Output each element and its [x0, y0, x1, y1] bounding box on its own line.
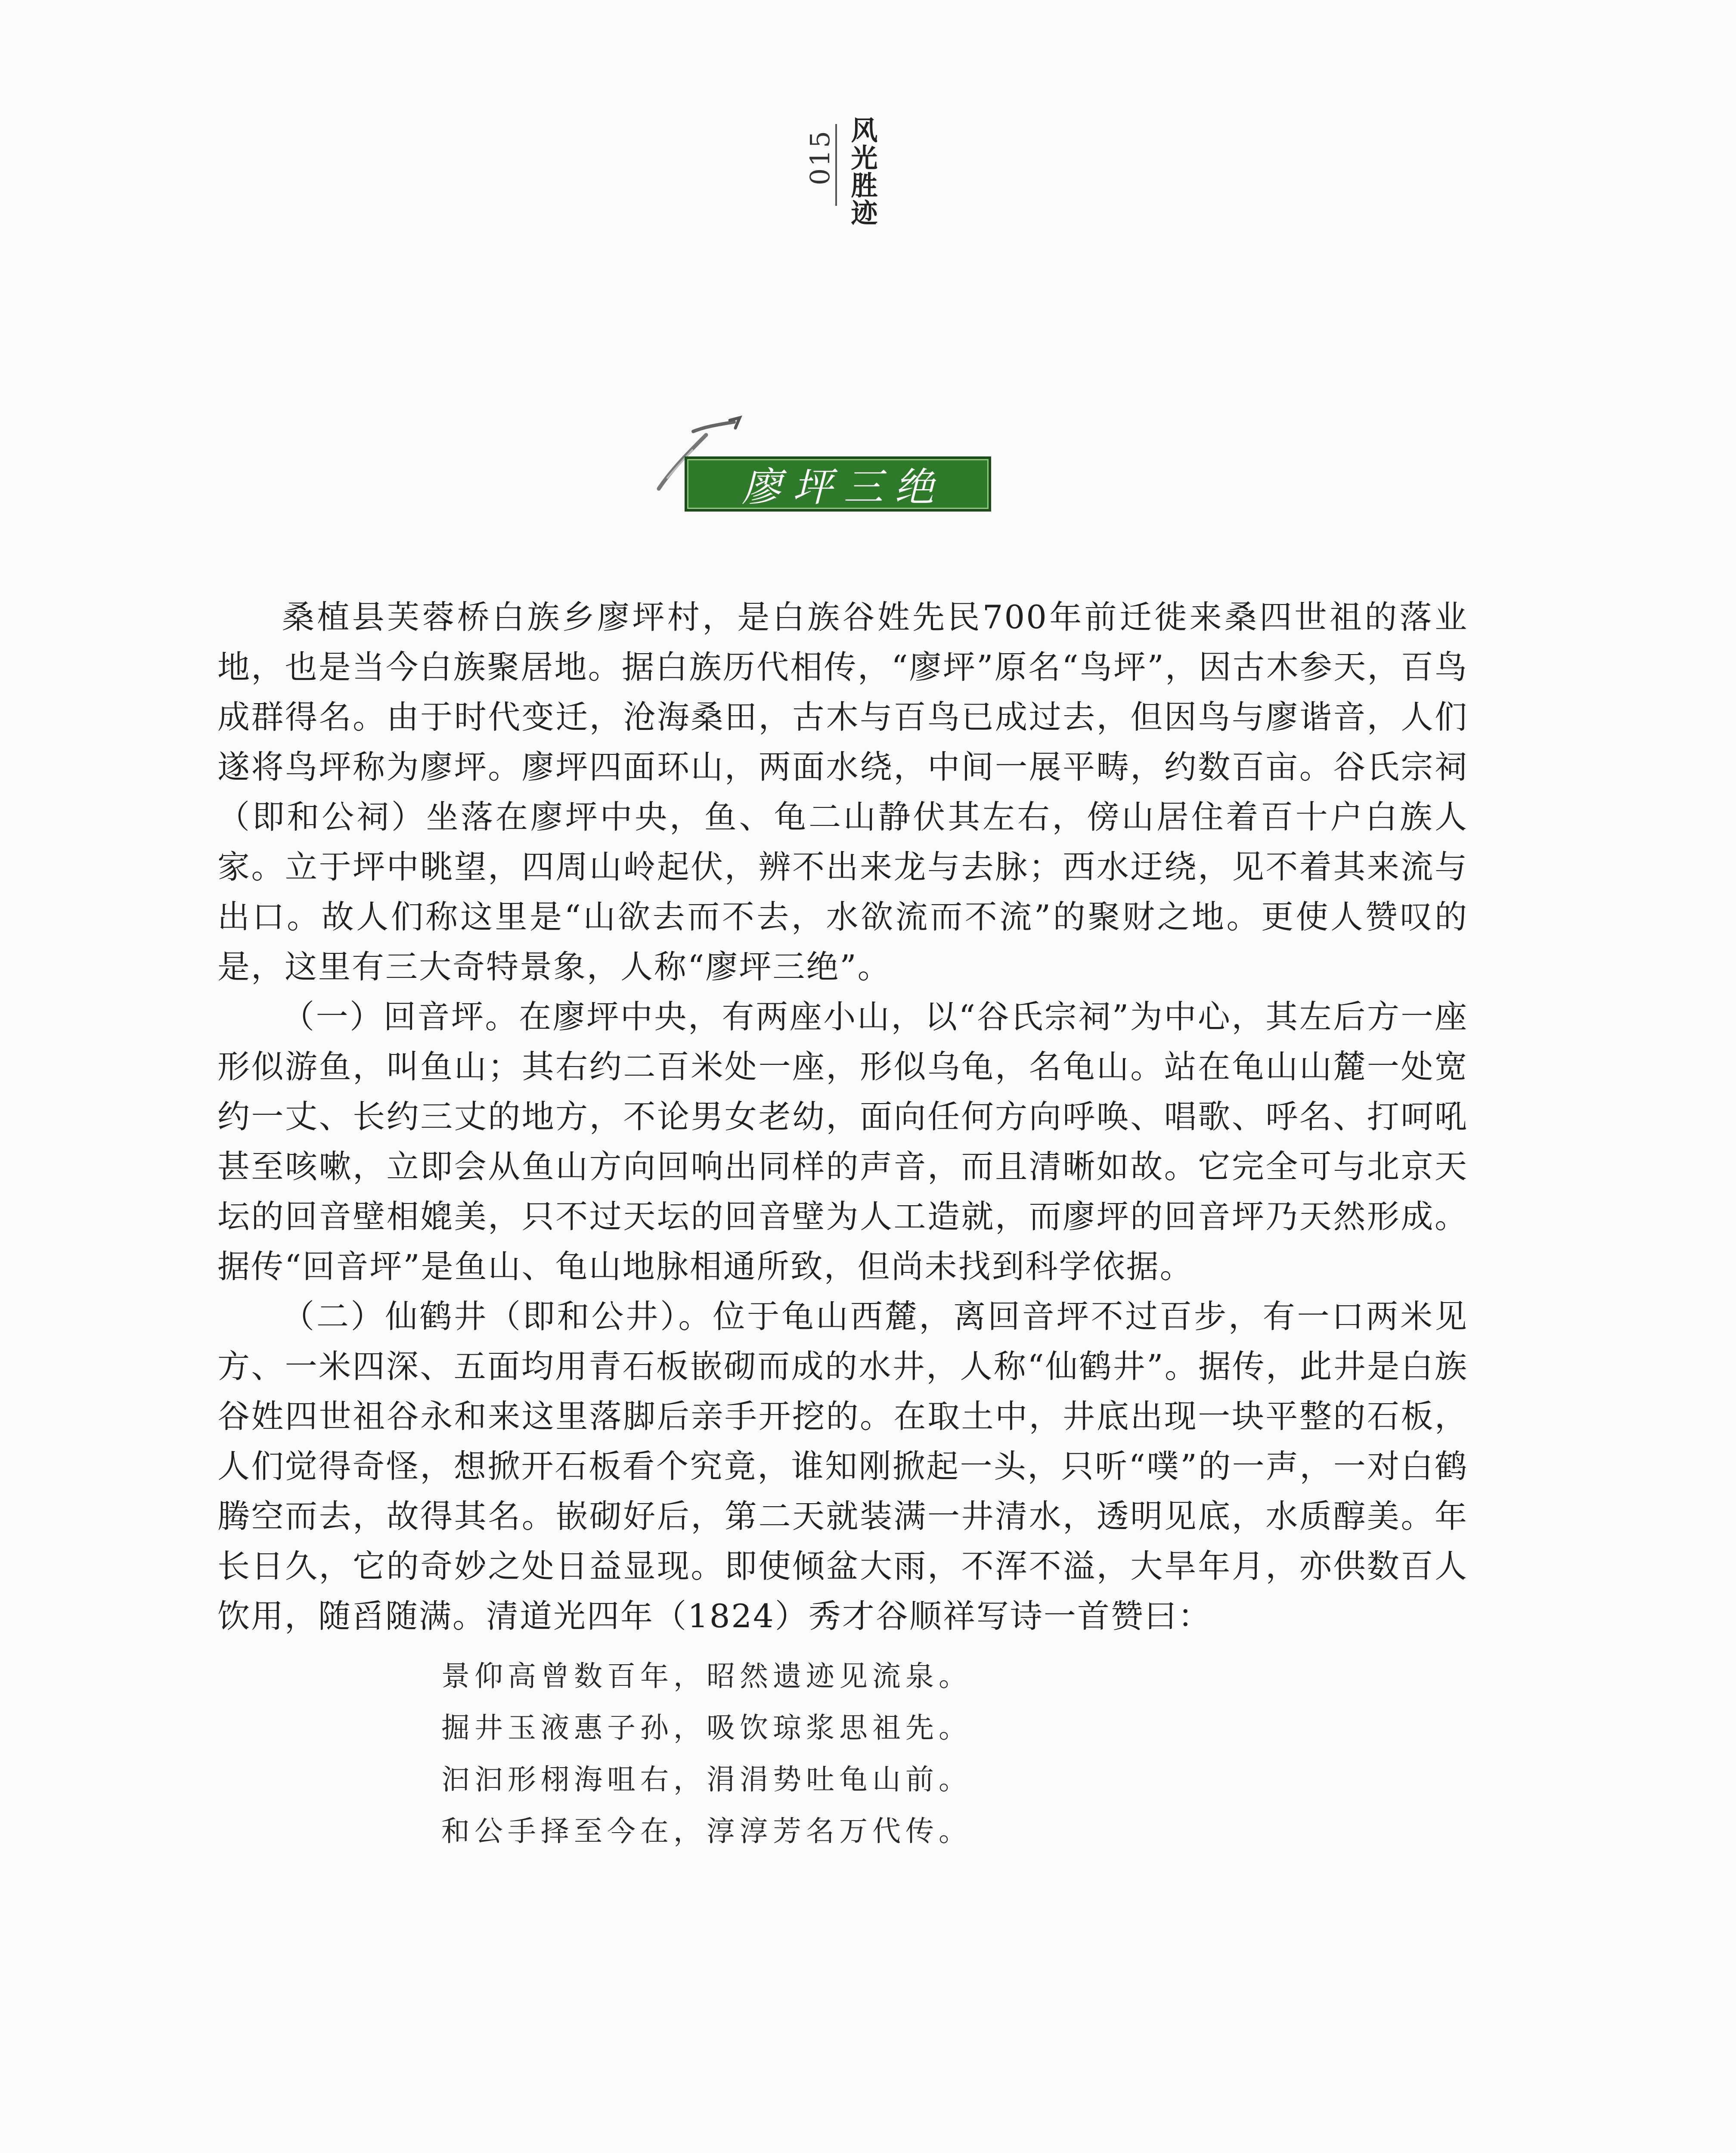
- chapter-title-block: [642, 409, 1012, 521]
- poem: [441, 1650, 1468, 1857]
- running-header: [800, 116, 882, 271]
- poem-line: 景仰高曾数百年，昭然遗迹见流泉。: [441, 1660, 972, 1693]
- article-body: [217, 592, 1468, 1857]
- poem-line: 和公手择至今在，淳淳芳名万代传。: [441, 1815, 972, 1848]
- poem-line: 掘井玉液惠子孙，吸饮琼浆思祖先。: [441, 1711, 972, 1744]
- paragraph-intro: 桑植县芙蓉桥白族乡廖坪村，是白族谷姓先民700年前迁徙来桑四世祖的落业地，也是当今白族聚居地。据白族历代相传，“廖坪”原名“鸟坪”，因古木参天，百鸟成群得名。由于时代变迁，沧海桑田，古木与百鸟已成过去，但因鸟与廖谐音，人们遂将鸟坪称为廖坪。廖坪四面环山，两面水绕，中间一展平畴，约数百亩。谷氏宗祠（即和公祠）坐落在廖坪中央，鱼、龟二山静伏其左右，傍山居住着百十户白族人家。立于坪中眺望，四周山岭起伏，辨不出来龙与去脉；西水迂绕，见不着其来流与出口。故人们称这里是“山欲去而不去，水欲流而不流”的聚财之地。更使人赞叹的是，这里有三大奇特景象，人称“廖坪三绝”。: [217, 598, 1468, 986]
- page-number: 015: [804, 129, 836, 186]
- paragraph-crane-well: （二）仙鹤井（即和公井）。位于龟山西麓，离回音坪不过百步，有一口两米见方、一米四深、五面均用青石板嵌砌而成的水井，人称“仙鹤井”。据传，此井是白族谷姓四世祖谷永和来这里落脚后亲手开挖的。在取土中，井底出现一块平整的石板，人们觉得奇怪，想掀开石板看个究竟，谁知刚掀起一头，只听“噗”的一声，一对白鹤腾空而去，故得其名。嵌砌好后，第二天就装满一井清水，透明见底，水质醇美。年长日久，它的奇妙之处日益显现。即使倾盆大雨，不浑不溢，大旱年月，亦供数百人饮用，随舀随满。清道光四年（1824）秀才谷顺祥写诗一首赞曰：: [217, 1297, 1468, 1635]
- chapter-title: 廖坪三绝: [741, 464, 945, 510]
- paragraph-echo-flat: （一）回音坪。在廖坪中央，有两座小山，以“谷氏宗祠”为中心，其左后方一座形似游鱼，叫鱼山；其右约二百米处一座，形似乌龟，名龟山。站在龟山山麓一处宽约一丈、长约三丈的地方，不论男女老幼，面向任何方向呼唤、唱歌、呼名、打呵吼甚至咳嗽，立即会从鱼山方向回响出同样的声音，而且清晰如故。它完全可与北京天坛的回音壁相媲美，只不过天坛的回音壁为人工造就，而廖坪的回音坪乃天然形成。据传“回音坪”是鱼山、龟山地脉相通所致，但尚未找到科学依据。: [217, 998, 1468, 1285]
- poem-line: 汩汩形栩海咀右，涓涓势吐龟山前。: [441, 1763, 972, 1796]
- chapter-title-banner: [685, 456, 991, 512]
- section-title: 风光胜迹: [846, 116, 878, 226]
